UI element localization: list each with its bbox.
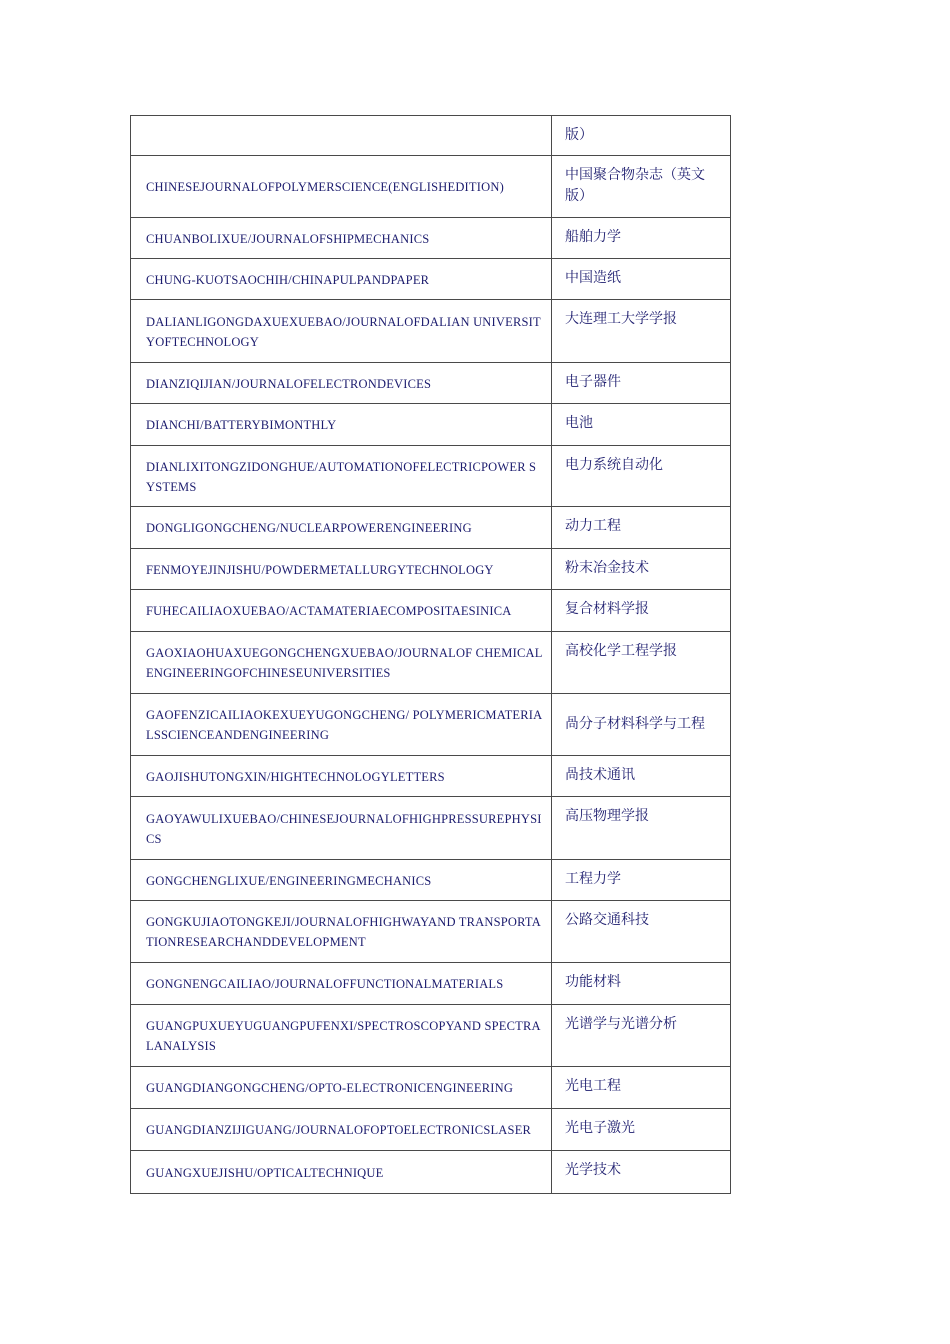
journal-chinese-name: 光谱学与光谱分析	[552, 1005, 731, 1067]
journal-english-name: CHINESEJOURNALOFPOLYMERSCIENCE(ENGLISHEDITION)	[131, 156, 552, 218]
journal-english-name: FENMOYEJINJISHU/POWDERMETALLURGYTECHNOLOGY	[131, 549, 552, 590]
table-row	[131, 797, 731, 860]
table-row	[131, 590, 731, 632]
journal-english-name: GUANGDIANGONGCHENG/OPTO-ELECTRONICENGINEERING	[131, 1067, 552, 1109]
journal-chinese-name: 光电工程	[552, 1067, 731, 1109]
journal-english-name	[131, 116, 552, 156]
journal-chinese-name: 电池	[552, 404, 731, 446]
journal-english-name: GONGKUJIAOTONGKEJI/JOURNALOFHIGHWAYAND TRANSPORTATIONRESEARCHANDDEVELOPMENT	[131, 901, 552, 963]
journal-english-name: GAOXIAOHUAXUEGONGCHENGXUEBAO/JOURNALOF CHEMICALENGINEERINGOFCHINESEUNIVERSITIES	[131, 632, 552, 694]
table-row	[131, 446, 731, 507]
journal-english-name: CHUNG-KUOTSAOCHIH/CHINAPULPANDPAPER	[131, 259, 552, 300]
table-row	[131, 404, 731, 446]
journal-english-name: GONGCHENGLIXUE/ENGINEERINGMECHANICS	[131, 860, 552, 901]
journal-table-body	[131, 116, 731, 1194]
journal-english-name: GAOFENZICAILIAOKEXUEYUGONGCHENG/ POLYMERICMATERIALSSCIENCEANDENGINEERING	[131, 694, 552, 756]
journal-chinese-name: 大连理工大学学报	[552, 300, 731, 363]
journal-english-name: GUANGXUEJISHU/OPTICALTECHNIQUE	[131, 1151, 552, 1194]
journal-chinese-name: 公路交通科技	[552, 901, 731, 963]
journal-chinese-name: 中国聚合物杂志（英文版）	[552, 156, 731, 218]
journal-chinese-name: 光学技术	[552, 1151, 731, 1194]
table-row	[131, 1109, 731, 1151]
table-row	[131, 507, 731, 549]
journal-english-name: DONGLIGONGCHENG/NUCLEARPOWERENGINEERING	[131, 507, 552, 549]
table-row	[131, 963, 731, 1005]
journal-chinese-name: 功能材料	[552, 963, 731, 1005]
journal-english-name: DIANCHI/BATTERYBIMONTHLY	[131, 404, 552, 446]
journal-chinese-name: 粉末冶金技术	[552, 549, 731, 590]
journal-english-name: CHUANBOLIXUE/JOURNALOFSHIPMECHANICS	[131, 218, 552, 259]
table-row	[131, 901, 731, 963]
journal-chinese-name: 复合材料学报	[552, 590, 731, 632]
table-row	[131, 1151, 731, 1194]
journal-chinese-name: 高压物理学报	[552, 797, 731, 860]
table-row	[131, 549, 731, 590]
journal-chinese-name: 版）	[552, 116, 731, 156]
table-row	[131, 1005, 731, 1067]
journal-english-name: GAOYAWULIXUEBAO/CHINESEJOURNALOFHIGHPRESSUREPHYSICS	[131, 797, 552, 860]
journal-english-name: GUANGDIANZIJIGUANG/JOURNALOFOPTOELECTRONICSLASER	[131, 1109, 552, 1151]
journal-english-name: GONGNENGCAILIAO/JOURNALOFFUNCTIONALMATERIALS	[131, 963, 552, 1005]
table-row	[131, 259, 731, 300]
table-row	[131, 632, 731, 694]
journal-chinese-name: 动力工程	[552, 507, 731, 549]
journal-chinese-name: 电力系统自动化	[552, 446, 731, 507]
journal-english-name: GAOJISHUTONGXIN/HIGHTECHNOLOGYLETTERS	[131, 756, 552, 797]
journal-english-name: DIANLIXITONGZIDONGHUE/AUTOMATIONOFELECTRICPOWER SYSTEMS	[131, 446, 552, 507]
table-row	[131, 694, 731, 756]
table-row	[131, 860, 731, 901]
table-row	[131, 756, 731, 797]
table-row	[131, 1067, 731, 1109]
table-row	[131, 300, 731, 363]
table-row	[131, 156, 731, 218]
journal-chinese-name: 船舶力学	[552, 218, 731, 259]
journal-english-name: FUHECAILIAOXUEBAO/ACTAMATERIAECOMPOSITAESINICA	[131, 590, 552, 632]
journal-table	[130, 115, 731, 1194]
journal-chinese-name: 电子器件	[552, 363, 731, 404]
journal-chinese-name: 中国造纸	[552, 259, 731, 300]
journal-chinese-name: 咼分子材料科学与工程	[552, 694, 731, 756]
table-row	[131, 363, 731, 404]
journal-english-name: DALIANLIGONGDAXUEXUEBAO/JOURNALOFDALIAN UNIVERSITYOFTECHNOLOGY	[131, 300, 552, 363]
table-row	[131, 218, 731, 259]
journal-chinese-name: 光电子激光	[552, 1109, 731, 1151]
journal-chinese-name: 高校化学工程学报	[552, 632, 731, 694]
journal-english-name: DIANZIQIJIAN/JOURNALOFELECTRONDEVICES	[131, 363, 552, 404]
journal-english-name: GUANGPUXUEYUGUANGPUFENXI/SPECTROSCOPYAND SPECTRALANALYSIS	[131, 1005, 552, 1067]
journal-chinese-name: 咼技术通讯	[552, 756, 731, 797]
table-row	[131, 116, 731, 156]
journal-chinese-name: 工程力学	[552, 860, 731, 901]
